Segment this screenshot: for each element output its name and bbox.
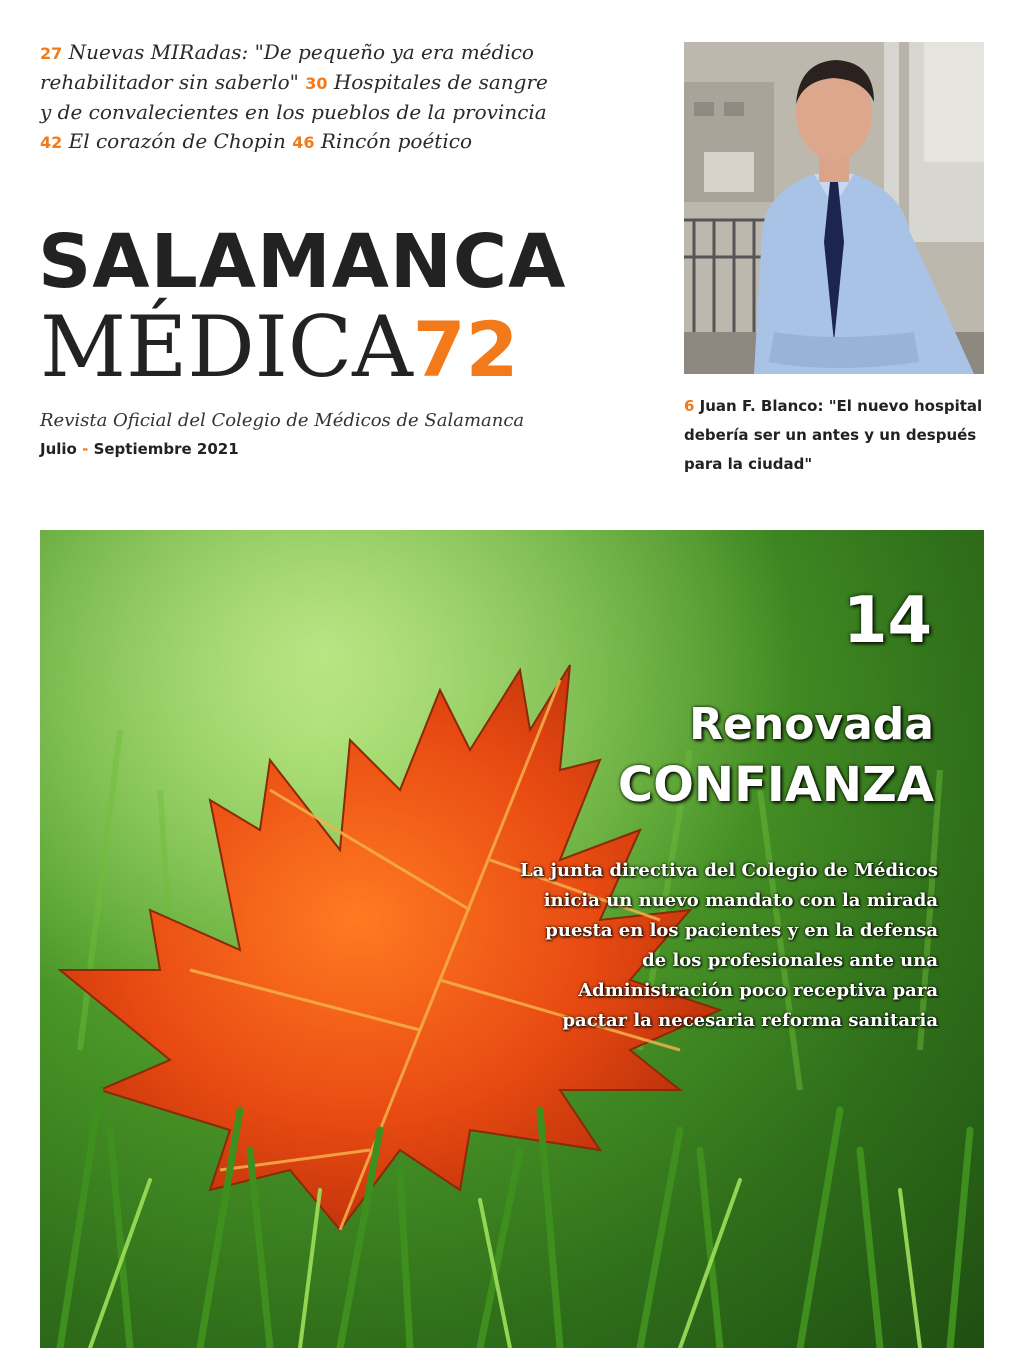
feature-summary: La junta directiva del Colegio de Médicos inicia un nuevo mandato con la mirada puesta en los pacientes y en la defensa de los profesionales ante una Administración poco receptiva para pactar la necesaria reforma sanitaria [519,860,938,1031]
feature-title-line2: CONFIANZA [617,757,934,813]
portrait-illustration [684,42,984,374]
interview-page-number: 6 [684,397,695,415]
interview-caption-text: Juan F. Blanco: "El nuevo hospital debería ser un antes y un después para la ciudad" [684,397,983,473]
magazine-subtitle: Revista Oficial del Colegio de Médicos de Salamanca [40,410,525,431]
feature-title [618,696,934,816]
masthead-title-line2 [40,298,519,396]
interview-photo [684,42,984,374]
teaser-text: Hospitales de sangre y de convalecientes en los pueblos de la provincia [40,70,548,124]
date-end: Septiembre 2021 [93,440,239,458]
masthead-title-line1: SALAMANCA [38,219,567,305]
teaser-text: El corazón de Chopin [68,129,286,153]
feature-page-number: 14 [842,584,932,658]
teaser-page-number: 27 [40,44,63,63]
date-separator: - [82,440,89,458]
interview-caption [684,392,984,479]
issue-number: 72 [412,305,519,394]
date-start: Julio [40,440,77,458]
cover-feature [40,530,984,1348]
masthead-word: MÉDICA [40,298,413,396]
contents-teasers [40,38,550,157]
issue-dates [40,440,239,458]
feature-title-line1: Renovada [689,699,934,750]
teaser-page-number: 46 [292,133,315,152]
teaser-text: Rincón poético [320,129,472,153]
teaser-page-number: 30 [305,74,328,93]
teaser-text: Nuevas MIRadas: "De pequeño ya era médico rehabilitador sin saberlo" [40,40,534,94]
teaser-page-number: 42 [40,133,63,152]
